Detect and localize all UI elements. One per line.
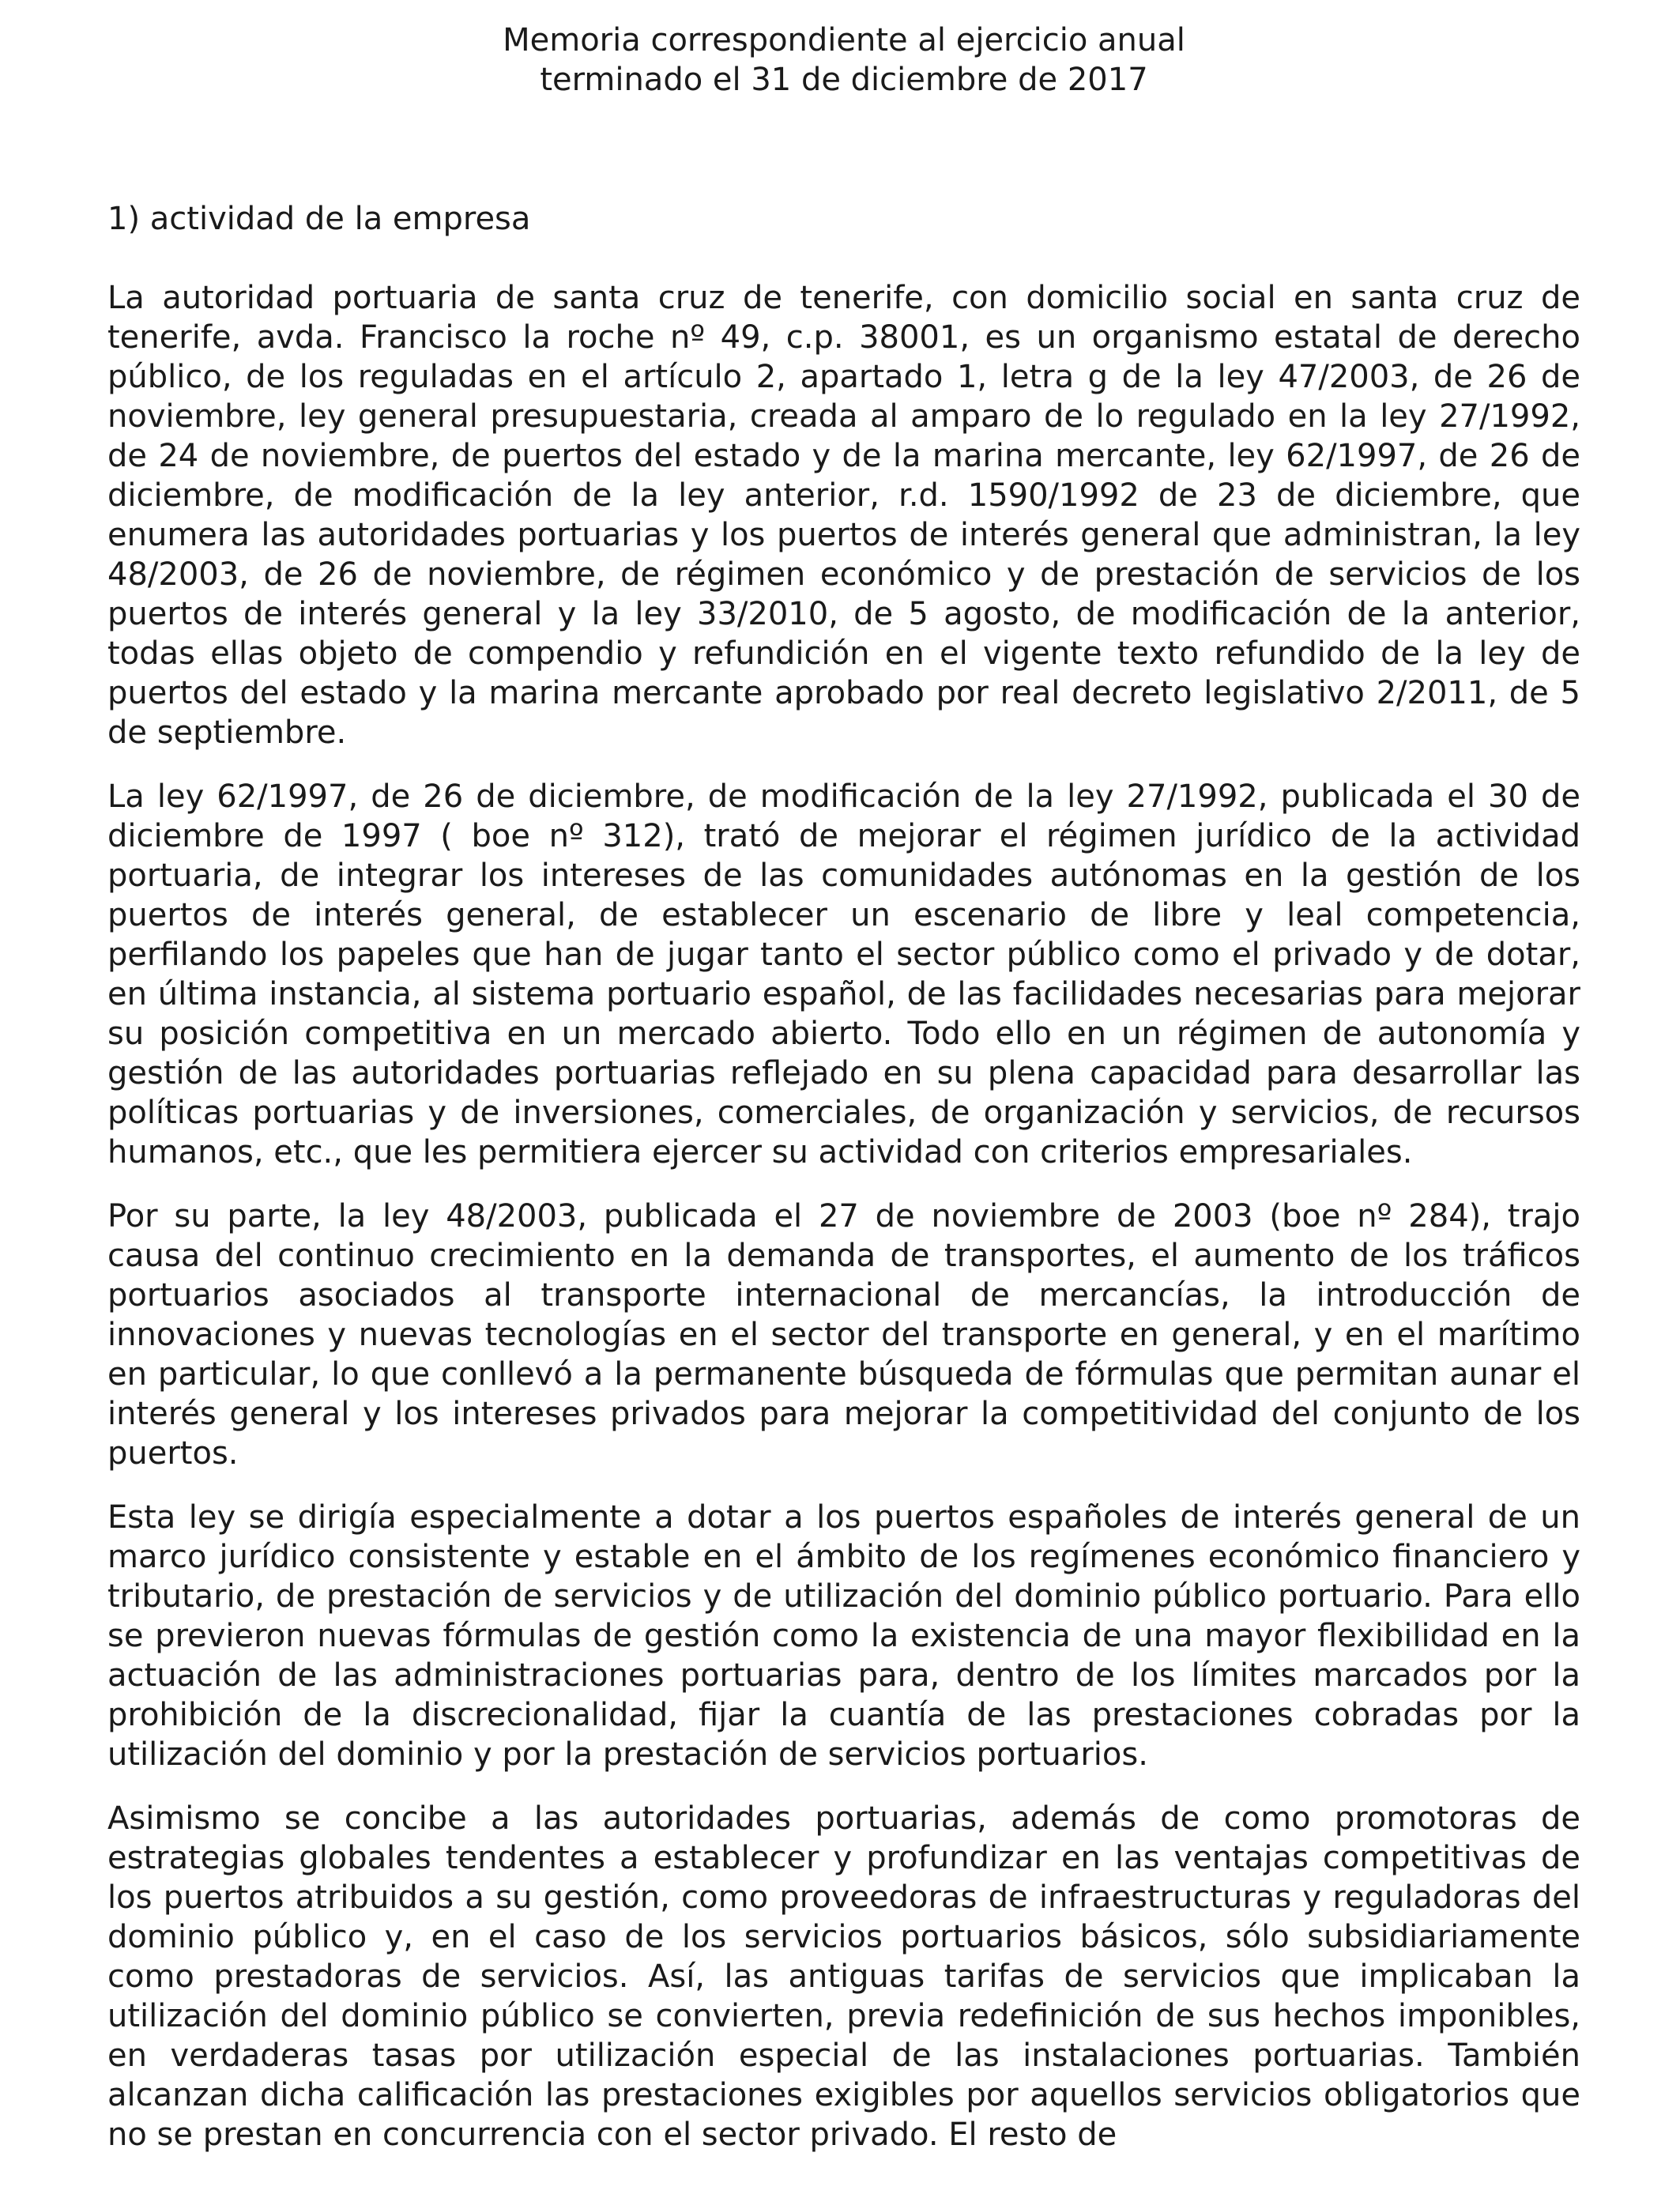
paragraph-1: La autoridad portuaria de santa cruz de tenerife, con domicilio social en santa cruz de tenerife, avda. Francisco la roche nº 49, c.p. 38001, es un organismo estatal de derecho público, de los reguladas en el artículo 2, apartado 1, letra g de la ley 47/2003, de 26 de noviembre, ley general presupuestaria, creada al amparo de lo regulado en la ley 27/1992, de 24 de noviembre, de puertos del estado y de la marina mercante, ley 62/1997, de 26 de diciembre, de modificación de la ley anterior, r.d. 1590/1992 de 23 de diciembre, que enumera las autoridades portuarias y los puertos de interés general que administran, la ley 48/2003, de 26 de noviembre, de régimen económico y de prestación de servicios de los puertos de interés general y la ley 33/2010, de 5 agosto, de modificación de la anterior, todas ellas objeto de compendio y refundición en el vigente texto refundido de la ley de puertos del estado y la marina mercante aprobado por real decreto legislativo 2/2011, de 5 de septiembre. — [107, 280, 1580, 751]
header-title-line-1: Memoria correspondiente al ejercicio anual — [503, 22, 1185, 58]
paragraph-4: Esta ley se dirigía especialmente a dotar a los puertos españoles de interés general de un marco jurídico consistente y estable en el ámbito de los regímenes económico financiero y tributario, de prestación de servicios y de utilización del dominio público portuario. Para ello se previeron nuevas fórmulas de gestión como la existencia de una mayor flexibilidad en la actuación de las administraciones portuarias para, dentro de los límites marcados por la prohibición de la discrecionalidad, fijar la cuantía de las prestaciones cobradas por la utilización del dominio y por la prestación de servicios portuarios. — [107, 1499, 1580, 1773]
paragraph-3: Por su parte, la ley 48/2003, publicada el 27 de noviembre de 2003 (boe nº 284), trajo causa del continuo crecimiento en la demanda de transportes, el aumento de los tráficos portuarios asociados al transporte internacional de mercancías, la introducción de innovaciones y nuevas tecnologías en el sector del transporte en general, y en el marítimo en particular, lo que conllevó a la permanente búsqueda de fórmulas que permitan aunar el interés general y los intereses privados para mejorar la competitividad del conjunto de los puertos. — [107, 1198, 1580, 1472]
section-heading: 1) actividad de la empresa — [107, 201, 531, 237]
header-title-line-2: terminado el 31 de diciembre de 2017 — [540, 62, 1148, 98]
paragraph-5: Asimismo se concibe a las autoridades portuarias, además de como promotoras de estrategias globales tendentes a establecer y profundizar en las ventajas competitivas de los puertos atribuidos a su gestión, como proveedoras de infraestructuras y reguladoras del dominio público y, en el caso de los servicios portuarios básicos, sólo subsidiariamente como prestadoras de servicios. Así, las antiguas tarifas de servicios que implicaban la utilización del dominio público se convierten, previa redefinición de sus hechos imponibles, en verdaderas tasas por utilización especial de las instalaciones portuarias. También alcanzan dicha calificación las prestaciones exigibles por aquellos servicios obligatorios que no se prestan en concurrencia con el sector privado. El resto de — [107, 1800, 1580, 2153]
document-header — [107, 21, 1580, 100]
paragraph-2: La ley 62/1997, de 26 de diciembre, de modificación de la ley 27/1992, publicada el 30 de diciembre de 1997 ( boe nº 312), trató de mejorar el régimen jurídico de la actividad portuaria, de integrar los intereses de las comunidades autónomas en la gestión de los puertos de interés general, de establecer un escenario de libre y leal competencia, perfilando los papeles que han de jugar tanto el sector público como el privado y de dotar, en última instancia, al sistema portuario español, de las facilidades necesarias para mejorar su posición competitiva en un mercado abierto. Todo ello en un régimen de autonomía y gestión de las autoridades portuarias reflejado en su plena capacidad para desarrollar las políticas portuarias y de inversiones, comerciales, de organización y servicios, de recursos humanos, etc., que les permitiera ejercer su actividad con criterios empresariales. — [107, 778, 1580, 1171]
